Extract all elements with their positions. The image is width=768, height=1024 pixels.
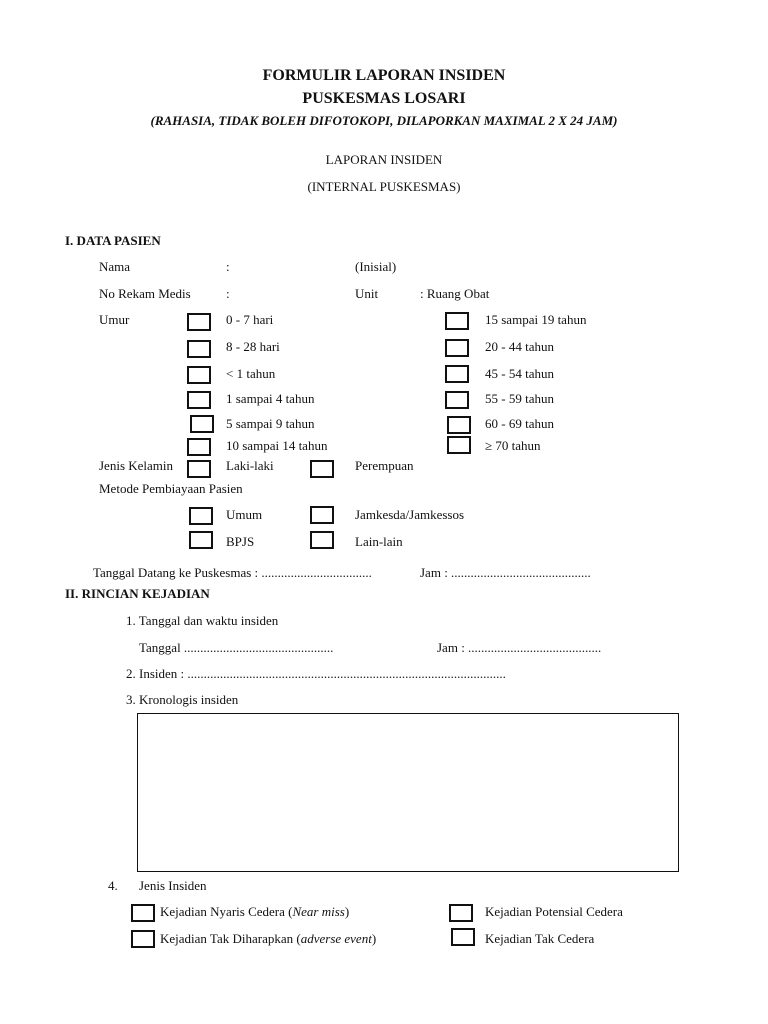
age-option-label: 45 - 54 tahun <box>485 366 554 381</box>
age-option-label: 0 - 7 hari <box>226 312 274 327</box>
no-injury-label: Kejadian Tak Cedera <box>485 931 595 946</box>
payment-bpjs-checkbox[interactable] <box>189 531 213 549</box>
gender-female-checkbox[interactable] <box>310 460 334 478</box>
inisial-label: (Inisial) <box>355 259 397 274</box>
gender-label: Jenis Kelamin <box>99 458 174 473</box>
payment-umum-checkbox[interactable] <box>189 507 213 525</box>
gender-male-label: Laki-laki <box>226 458 274 473</box>
chronology-textbox[interactable] <box>137 713 679 872</box>
payment-lain-checkbox[interactable] <box>310 531 334 549</box>
adverse-event-label: Kejadian Tak Diharapkan (adverse event) <box>160 931 377 946</box>
rekam-medis-colon: : <box>226 286 230 301</box>
incident-datetime-label: 1. Tanggal dan waktu insiden <box>126 613 279 628</box>
age-option-label: 55 - 59 tahun <box>485 391 554 406</box>
age-option-label: ≥ 70 tahun <box>485 438 541 453</box>
report-scope: (INTERNAL PUSKESMAS) <box>307 179 461 194</box>
age-checkbox-10-14-tahun[interactable] <box>187 438 211 456</box>
age-checkbox-0-7-hari[interactable] <box>187 313 211 331</box>
age-option-label: 10 sampai 14 tahun <box>226 438 328 453</box>
gender-male-checkbox[interactable] <box>187 460 211 478</box>
age-option-label: 1 sampai 4 tahun <box>226 391 315 406</box>
incident-type-number: 4. <box>108 878 118 893</box>
form-subtitle: PUSKESMAS LOSARI <box>302 90 466 107</box>
age-option-label: 8 - 28 hari <box>226 339 280 354</box>
near-miss-label: Kejadian Nyaris Cedera (Near miss) <box>160 904 350 919</box>
form-title: FORMULIR LAPORAN INSIDEN <box>262 67 506 84</box>
payment-jamkesda-label: Jamkesda/Jamkessos <box>355 507 465 522</box>
age-option-label: 20 - 44 tahun <box>485 339 554 354</box>
age-checkbox-55-59-tahun[interactable] <box>445 391 469 409</box>
nama-label: Nama <box>99 259 131 274</box>
no-injury-checkbox[interactable] <box>451 928 475 946</box>
payment-umum-label: Umum <box>226 507 263 522</box>
age-checkbox-8-28-hari[interactable] <box>187 340 211 358</box>
gender-female-label: Perempuan <box>355 458 414 473</box>
unit-value: : Ruang Obat <box>420 286 490 301</box>
age-option-label: 5 sampai 9 tahun <box>226 416 315 431</box>
section-heading-rincian-kejadian: II. RINCIAN KEJADIAN <box>65 586 210 601</box>
age-checkbox-15-19-tahun[interactable] <box>445 312 469 330</box>
incident-type-label: Jenis Insiden <box>139 878 207 893</box>
chronology-label: 3. Kronologis insiden <box>126 692 239 707</box>
payment-jamkesda-checkbox[interactable] <box>310 506 334 524</box>
potential-injury-checkbox[interactable] <box>449 904 473 922</box>
adverse-event-checkbox[interactable] <box>131 930 155 948</box>
incident-time-field: Jam : ......................................... <box>437 640 602 655</box>
age-checkbox-under-1-tahun[interactable] <box>187 366 211 384</box>
age-checkbox-70-plus-tahun[interactable] <box>447 436 471 454</box>
report-label: LAPORAN INSIDEN <box>325 152 443 167</box>
age-option-label: 60 - 69 tahun <box>485 416 554 431</box>
confidential-notice: (RAHASIA, TIDAK BOLEH DIFOTOKOPI, DILAPORKAN MAXIMAL 2 X 24 JAM) <box>150 113 618 128</box>
age-checkbox-20-44-tahun[interactable] <box>445 339 469 357</box>
payment-method-label: Metode Pembiayaan Pasien <box>99 481 243 496</box>
payment-bpjs-label: BPJS <box>226 534 255 549</box>
incident-date-field: Tanggal .............................................. <box>139 640 334 655</box>
arrival-date-field: Tanggal Datang ke Puskesmas : .................................. <box>93 565 372 580</box>
unit-label: Unit <box>355 286 379 301</box>
age-option-label: 15 sampai 19 tahun <box>485 312 587 327</box>
age-checkbox-5-9-tahun[interactable] <box>190 415 214 433</box>
payment-lain-label: Lain-lain <box>355 534 403 549</box>
near-miss-checkbox[interactable] <box>131 904 155 922</box>
section-heading-data-pasien: I. DATA PASIEN <box>65 233 161 248</box>
rekam-medis-label: No Rekam Medis <box>99 286 191 301</box>
potential-injury-label: Kejadian Potensial Cedera <box>485 904 623 919</box>
umur-label: Umur <box>99 312 130 327</box>
age-checkbox-1-4-tahun[interactable] <box>187 391 211 409</box>
age-option-label: < 1 tahun <box>226 366 276 381</box>
age-checkbox-45-54-tahun[interactable] <box>445 365 469 383</box>
incident-field: 2. Insiden : .................................................................................................. <box>126 666 506 681</box>
nama-colon: : <box>226 259 230 274</box>
arrival-time-field: Jam : ........................................... <box>420 565 591 580</box>
age-checkbox-60-69-tahun[interactable] <box>447 416 471 434</box>
